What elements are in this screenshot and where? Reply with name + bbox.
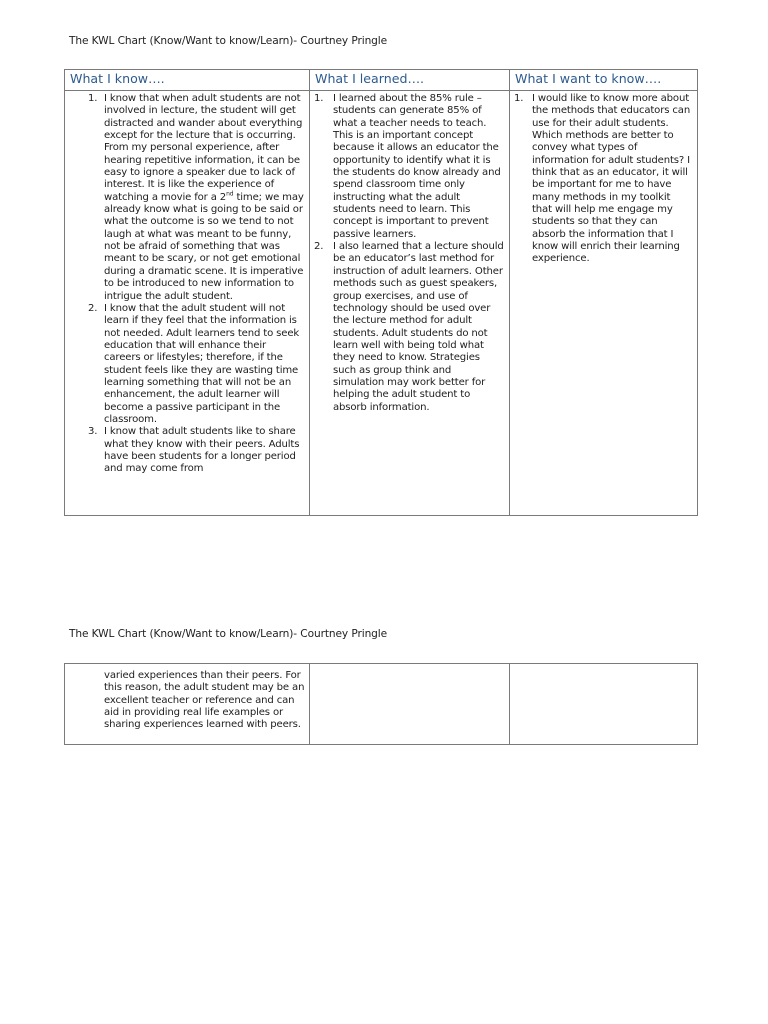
want-empty-cell — [510, 664, 698, 745]
page-1-title: The KWL Chart (Know/Want to know/Learn)- Courtney Pringle — [69, 35, 388, 47]
learned-cell — [310, 91, 510, 516]
list-item: 1. I know that when adult students are not involved in lecture, the student will get distracted and wander about everything except for the lecture that is occurring. From my personal experience, after hearing repetitive information, it can be easy to ignore a speaker due to lack of interest. It is like the experience of watching a movie for a 2nd time; we may already know what is going to be said or what the outcome is so we tend to not laugh at what was meant to be funny, not be afraid of something that was meant to be scary, or not get emotional during a dramatic scene. It is imperative to be introduced to new information to intrigue the adult student. — [88, 93, 304, 302]
list-item: 1. I learned about the 85% rule – students can generate 85% of what a teacher needs to teach. This is an important concept because it allows an educator the opportunity to identify what it is the students do know already and spend classroom time only instructing what the adult students need to learn. This concept is important to prevent passive learners. — [314, 93, 501, 240]
know-cell — [65, 91, 310, 516]
want-list — [510, 93, 697, 266]
header-what-i-know: What I know…. — [65, 70, 310, 91]
know-continuation-cell — [65, 664, 310, 745]
kwl-table-page-1 — [64, 69, 698, 516]
list-item: 1. I would like to know more about the methods that educators can use for their adult students. Which methods are better to convey what types of information for adult students? I think that as an educator, it will be important for me to have many methods in my toolkit that will help me engage my students so that they can absorb the information that I know will enrich their learning experience. — [514, 93, 691, 265]
header-what-i-learned: What I learned…. — [310, 70, 510, 91]
page-2-title: The KWL Chart (Know/Want to know/Learn)- Courtney Pringle — [69, 628, 388, 640]
list-item: 2. I also learned that a lecture should be an educator’s last method for instruction of adult learners. Other methods such as guest speakers, group exercises, and use of technology should be used over the lecture method for adult students. Adult students do not learn well with being told what they need to know. Strategies such as group think and simulation may work better for helping the adult student to absorb information. — [314, 241, 504, 413]
learned-empty-cell — [310, 664, 510, 745]
list-item: 3. I know that adult students like to share what they know with their peers. Adults have been students for a longer period and may come from — [88, 426, 300, 475]
kwl-table-page-2 — [64, 663, 698, 745]
know-continuation-text: varied experiences than their peers. For this reason, the adult student may be an excellent teacher or reference and can aid in providing real life examples or sharing experiences learned with peers. — [104, 670, 305, 731]
know-list — [65, 93, 309, 476]
learned-list — [310, 93, 509, 414]
header-what-i-want-to-know: What I want to know…. — [510, 70, 698, 91]
want-cell — [510, 91, 698, 516]
list-item: 2. I know that the adult student will not learn if they feel that the information is not needed. Adult learners tend to seek education that will enhance their careers or lifestyles; therefore, if the student feels like they are wasting time learning something that will not be an enhancement, the adult learner will become a passive participant in the classroom. — [88, 302, 300, 425]
